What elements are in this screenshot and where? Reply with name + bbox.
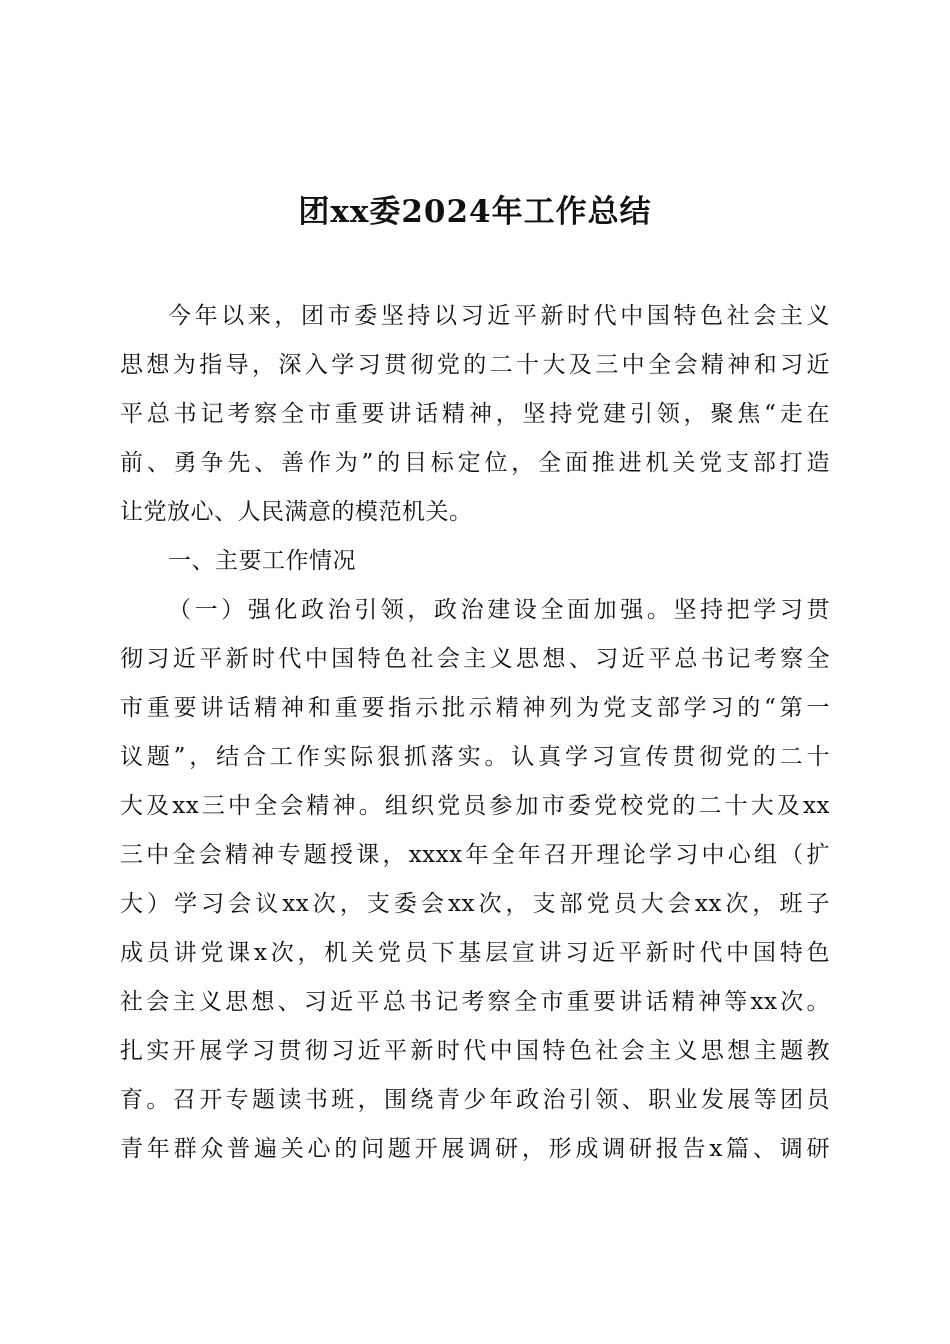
section-line: 三中全会精神专题授课，xxxx年全年召开理论学习中心组（扩 bbox=[120, 842, 830, 868]
intro-line: 前、勇争先、善作为”的目标定位，全面推进机关党支部打造 bbox=[120, 450, 830, 476]
document-body bbox=[120, 292, 830, 1174]
section-line: （一）强化政治引领，政治建设全面加强。坚持把学习贯 bbox=[168, 597, 830, 623]
section-line: 扎实开展学习贯彻习近平新时代中国特色社会主义思想主题教 bbox=[120, 1038, 830, 1064]
intro-line: 今年以来，团市委坚持以习近平新时代中国特色社会主义 bbox=[168, 303, 830, 329]
document-title: 团xx委2024年工作总结 bbox=[298, 194, 652, 230]
intro-line: 让党放心、人民满意的模范机关。 bbox=[120, 499, 473, 525]
section-line: 大）学习会议xx次，支委会xx次，支部党员大会xx次，班子 bbox=[120, 891, 830, 917]
section-line: 社会主义思想、习近平总书记考察全市重要讲话精神等xx次。 bbox=[120, 989, 830, 1015]
section-line: 议题”，结合工作实际狠抓落实。认真学习宣传贯彻党的二十 bbox=[120, 744, 830, 770]
section-line: 大及xx三中全会精神。组织党员参加市委党校党的二十大及xx bbox=[120, 793, 830, 819]
section-line: 彻习近平新时代中国特色社会主义思想、习近平总书记考察全 bbox=[120, 646, 830, 672]
section-line: 市重要讲话精神和重要指示批示精神列为党支部学习的“第一 bbox=[120, 695, 830, 721]
section-line: 育。召开专题读书班，围绕青少年政治引领、职业发展等团员 bbox=[120, 1087, 830, 1113]
intro-line: 思想为指导，深入学习贯彻党的二十大及三中全会精神和习近 bbox=[120, 352, 830, 378]
section-line: 成员讲党课x次，机关党员下基层宣讲习近平新时代中国特色 bbox=[120, 940, 830, 966]
section-line: 青年群众普遍关心的问题开展调研，形成调研报告x篇、调研 bbox=[120, 1136, 830, 1162]
intro-line: 平总书记考察全市重要讲话精神，坚持党建引领，聚焦“走在 bbox=[120, 401, 830, 427]
section-heading: 一、主要工作情况 bbox=[168, 548, 356, 574]
